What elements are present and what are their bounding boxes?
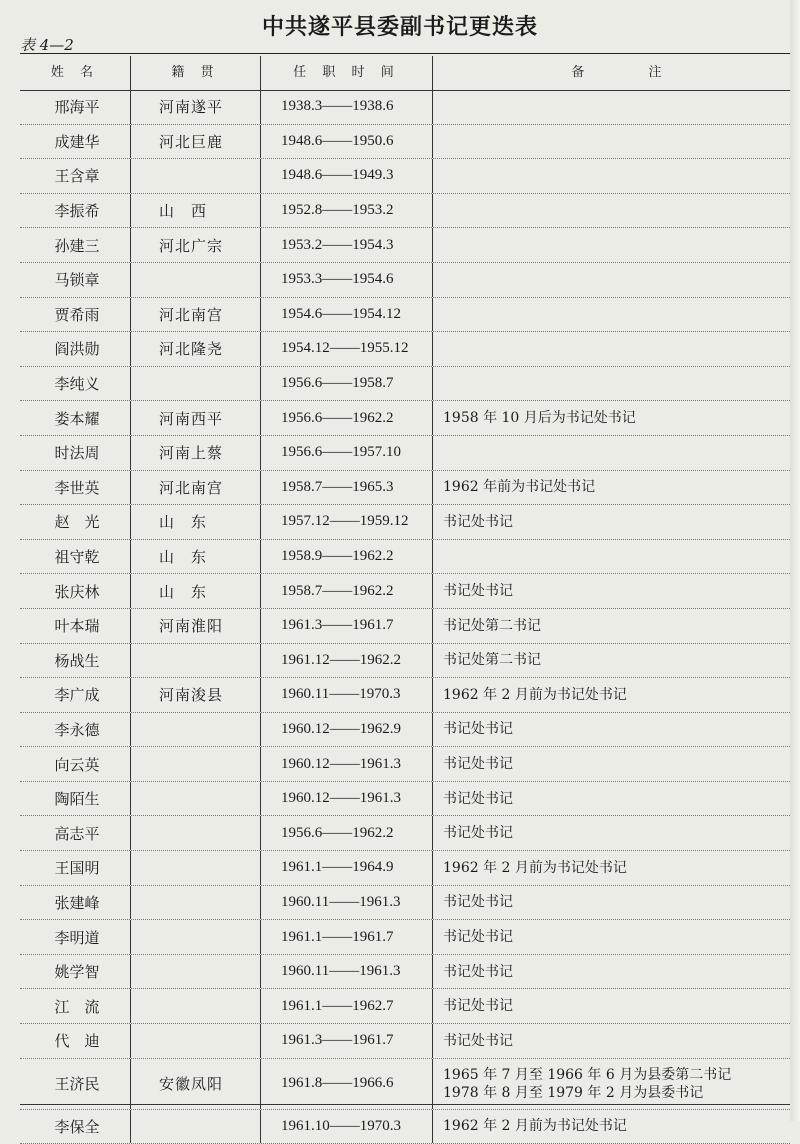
cell-term: 1958.7——1965.3 (261, 471, 433, 505)
note-line: 书记处第二书记 (443, 652, 541, 669)
cell-term: 1960.11——1970.3 (261, 678, 433, 712)
note-line: 书记处书记 (443, 583, 513, 600)
cell-notes (433, 298, 790, 332)
cell-notes (433, 540, 790, 574)
cell-origin: 河南西平 (131, 401, 261, 435)
cell-notes (433, 194, 790, 228)
cell-name: 赵 光 (20, 505, 131, 539)
cell-term: 1960.11——1961.3 (261, 955, 433, 989)
cell-name: 李永德 (20, 713, 131, 747)
cell-origin: 河南淮阳 (131, 609, 261, 643)
table-label: 表 4—2 (20, 36, 74, 54)
table-row (20, 505, 790, 540)
cell-term: 1948.6——1949.3 (261, 159, 433, 193)
cell-origin (131, 367, 261, 401)
cell-notes (433, 782, 790, 816)
note-line: 书记处书记 (443, 825, 513, 842)
cell-name: 成建华 (20, 125, 131, 159)
header-term: 任 职 时 间 (261, 56, 433, 90)
cell-notes (433, 436, 790, 470)
cell-term: 1960.12——1961.3 (261, 747, 433, 781)
table-row (20, 1059, 790, 1110)
table-row (20, 90, 790, 125)
cell-name: 时法周 (20, 436, 131, 470)
cell-origin (131, 1024, 261, 1058)
cell-origin: 安徽凤阳 (131, 1059, 261, 1109)
cell-origin: 河北广宗 (131, 228, 261, 262)
cell-origin: 河北南宫 (131, 471, 261, 505)
cell-term: 1960.12——1962.9 (261, 713, 433, 747)
cell-notes (433, 90, 790, 124)
cell-notes (433, 1024, 790, 1058)
cell-name: 李纯义 (20, 367, 131, 401)
cell-term: 1956.6——1962.2 (261, 816, 433, 850)
note-line: 书记处第二书记 (443, 617, 541, 634)
cell-notes (433, 228, 790, 262)
note-line: 书记处书记 (443, 929, 513, 946)
note-line: 书记处书记 (443, 998, 513, 1015)
cell-term: 1960.12——1961.3 (261, 782, 433, 816)
note-line: 书记处书记 (443, 963, 513, 980)
cell-term: 1961.3——1961.7 (261, 609, 433, 643)
cell-term: 1954.6——1954.12 (261, 298, 433, 332)
table-row (20, 367, 790, 402)
cell-origin: 河北隆尧 (131, 332, 261, 366)
cell-notes (433, 367, 790, 401)
cell-term: 1952.8——1953.2 (261, 194, 433, 228)
cell-origin (131, 816, 261, 850)
cell-name: 邢海平 (20, 90, 131, 124)
cell-term: 1961.1——1962.7 (261, 989, 433, 1023)
cell-origin: 山 东 (131, 540, 261, 574)
cell-name: 叶本瑞 (20, 609, 131, 643)
note-line: 1962 年前为书记处书记 (443, 479, 596, 496)
cell-term: 1961.8——1966.6 (261, 1059, 433, 1109)
cell-notes (433, 574, 790, 608)
note-line: 1958 年 10 月后为书记处书记 (443, 410, 636, 427)
cell-name: 李世英 (20, 471, 131, 505)
note-line: 1965 年 7 月至 1966 年 6 月为县委第二书记 (443, 1066, 732, 1083)
cell-name: 张建峰 (20, 886, 131, 920)
cell-name: 王国明 (20, 851, 131, 885)
cell-name: 江 流 (20, 989, 131, 1023)
table-row (20, 644, 790, 679)
cell-notes (433, 263, 790, 297)
header-notes: 备 注 (571, 65, 692, 80)
cell-origin: 山 东 (131, 505, 261, 539)
table-row (20, 471, 790, 506)
table-row (20, 263, 790, 298)
note-line: 书记处书记 (443, 1032, 513, 1049)
cell-origin (131, 263, 261, 297)
table-row (20, 747, 790, 782)
cell-term: 1961.10——1970.3 (261, 1110, 433, 1144)
note-line: 书记处书记 (443, 513, 513, 530)
note-line: 书记处书记 (443, 790, 513, 807)
cell-notes (433, 989, 790, 1023)
note-line: 1962 年 2 月前为书记处书记 (443, 859, 627, 876)
table-row (20, 228, 790, 263)
table-row (20, 816, 790, 851)
note-line: 书记处书记 (443, 756, 513, 773)
cell-name: 娄本耀 (20, 401, 131, 435)
note-line: 书记处书记 (443, 894, 513, 911)
cell-origin: 河南浚县 (131, 678, 261, 712)
cell-name: 李广成 (20, 678, 131, 712)
cell-notes (433, 816, 790, 850)
cell-origin (131, 920, 261, 954)
cell-name: 姚学智 (20, 955, 131, 989)
cell-term: 1957.12——1959.12 (261, 505, 433, 539)
cell-origin: 河北巨鹿 (131, 125, 261, 159)
note-line: 书记处书记 (443, 721, 513, 738)
cell-notes (433, 609, 790, 643)
cell-term: 1954.12——1955.12 (261, 332, 433, 366)
cell-notes (433, 505, 790, 539)
note-line: 1962 年 2 月前为书记处书记 (443, 1118, 627, 1135)
cell-origin (131, 159, 261, 193)
cell-notes (433, 644, 790, 678)
cell-origin (131, 886, 261, 920)
cell-term: 1953.2——1954.3 (261, 228, 433, 262)
cell-origin (131, 713, 261, 747)
cell-name: 李明道 (20, 920, 131, 954)
table-row (20, 125, 790, 160)
cell-name: 祖守乾 (20, 540, 131, 574)
top-rule (20, 53, 790, 54)
cell-origin (131, 644, 261, 678)
table-row (20, 989, 790, 1024)
note-line: 1978 年 8 月至 1979 年 2 月为县委书记 (443, 1084, 704, 1101)
table-row (20, 194, 790, 229)
cell-notes (433, 920, 790, 954)
cell-notes (433, 332, 790, 366)
cell-term: 1960.11——1961.3 (261, 886, 433, 920)
cell-notes (433, 955, 790, 989)
table-row (20, 782, 790, 817)
cell-origin (131, 747, 261, 781)
cell-name: 李保全 (20, 1110, 131, 1144)
cell-name: 高志平 (20, 816, 131, 850)
table-row (20, 298, 790, 333)
table-header (20, 56, 790, 91)
cell-notes (433, 1059, 790, 1109)
header-origin: 籍 贯 (131, 56, 261, 90)
cell-term: 1961.1——1961.7 (261, 920, 433, 954)
cell-notes (433, 401, 790, 435)
table-row (20, 886, 790, 921)
cell-term: 1961.3——1961.7 (261, 1024, 433, 1058)
page-title: 中共遂平县委副书记更迭表 (261, 15, 538, 40)
cell-origin (131, 851, 261, 885)
cell-origin: 山 西 (131, 194, 261, 228)
note-line: 1962 年 2 月前为书记处书记 (443, 686, 627, 703)
cell-notes (433, 471, 790, 505)
cell-term: 1956.6——1958.7 (261, 367, 433, 401)
cell-origin: 河南遂平 (131, 90, 261, 124)
cell-origin: 河北南宫 (131, 298, 261, 332)
cell-term: 1938.3——1938.6 (261, 90, 433, 124)
cell-term: 1956.6——1962.2 (261, 401, 433, 435)
cell-notes (433, 125, 790, 159)
cell-term: 1958.7——1962.2 (261, 574, 433, 608)
table-row (20, 159, 790, 194)
table-row (20, 332, 790, 367)
cell-term: 1961.12——1962.2 (261, 644, 433, 678)
cell-name: 张庆林 (20, 574, 131, 608)
cell-name: 马锁章 (20, 263, 131, 297)
table-row (20, 401, 790, 436)
cell-name: 李振希 (20, 194, 131, 228)
table-row (20, 713, 790, 748)
cell-notes (433, 159, 790, 193)
cell-origin (131, 1110, 261, 1144)
cell-name: 杨战生 (20, 644, 131, 678)
table-row (20, 955, 790, 990)
table-row (20, 1024, 790, 1059)
table-row (20, 609, 790, 644)
cell-name: 代 迪 (20, 1024, 131, 1058)
cell-origin (131, 989, 261, 1023)
cell-term: 1958.9——1962.2 (261, 540, 433, 574)
cell-notes (433, 851, 790, 885)
cell-name: 孙建三 (20, 228, 131, 262)
cell-name: 向云英 (20, 747, 131, 781)
table-row (20, 574, 790, 609)
cell-name: 王济民 (20, 1059, 131, 1109)
cell-term: 1961.1——1964.9 (261, 851, 433, 885)
table-body (20, 90, 790, 1144)
table-row (20, 540, 790, 575)
cell-term: 1956.6——1957.10 (261, 436, 433, 470)
cell-name: 陶陌生 (20, 782, 131, 816)
cell-term: 1948.6——1950.6 (261, 125, 433, 159)
cell-origin: 山 东 (131, 574, 261, 608)
table-row (20, 851, 790, 886)
cell-notes (433, 678, 790, 712)
page-edge (790, 0, 800, 1121)
table-row (20, 436, 790, 471)
cell-notes (433, 1110, 790, 1144)
cell-name: 王含章 (20, 159, 131, 193)
cell-origin (131, 782, 261, 816)
table-row (20, 678, 790, 713)
cell-name: 贾希雨 (20, 298, 131, 332)
cell-term: 1953.3——1954.6 (261, 263, 433, 297)
table-row (20, 920, 790, 955)
cell-notes (433, 747, 790, 781)
cell-origin (131, 955, 261, 989)
cell-name: 阎洪勋 (20, 332, 131, 366)
cell-notes (433, 713, 790, 747)
header-name: 姓 名 (20, 56, 131, 90)
cell-notes (433, 886, 790, 920)
cell-origin: 河南上蔡 (131, 436, 261, 470)
bottom-rule (20, 1104, 790, 1105)
table-row (20, 1110, 790, 1144)
